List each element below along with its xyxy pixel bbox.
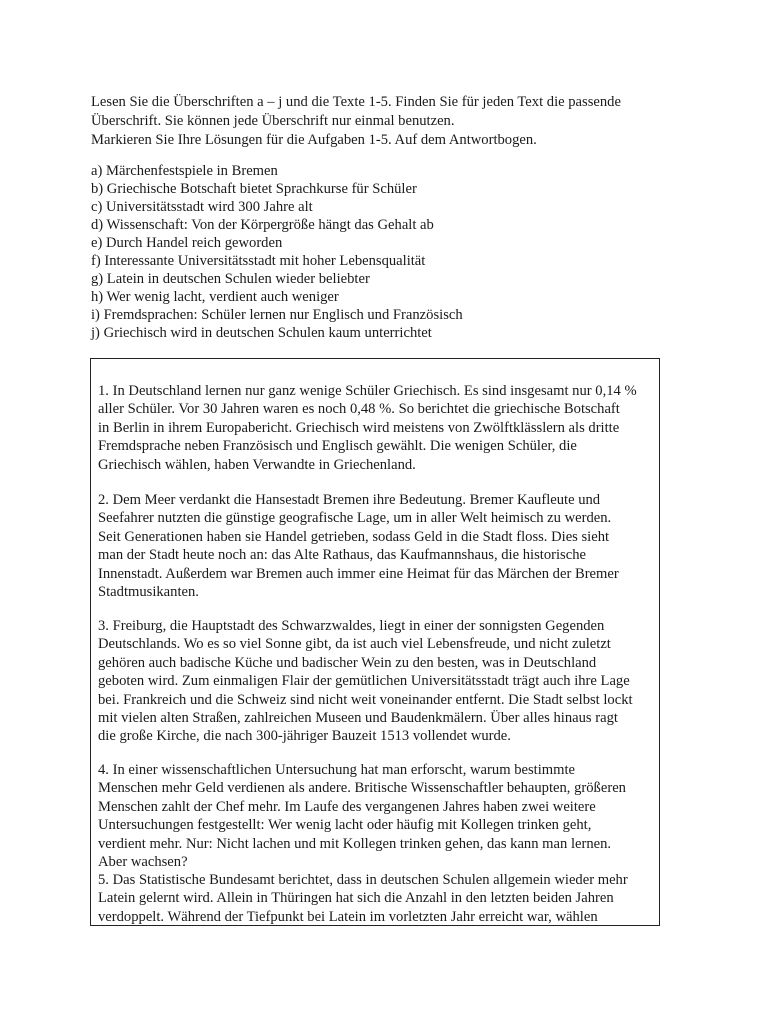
text-line: Deutschlands. Wo es so viel Sonne gibt, da ist auch viel Lebensfreude, und nicht zuletzt [98,636,611,653]
text-line: Latein gelernt wird. Allein in Thüringen hat sich die Anzahl in den letzten beiden Jahren [98,890,614,907]
text-line: bei. Frankreich und die Schweiz sind nicht weit voneinander entfernt. Die Stadt selbst lockt [98,691,633,708]
text-line: Stadtmusikanten. [98,584,199,601]
text-line: gehören auch badische Küche und badischer Wein zu den besten, was in Deutschland [98,654,597,671]
text-line: 4. In einer wissenschaftlichen Untersuchung hat man erforscht, warum bestimmte [98,762,575,778]
heading-j: j) Griechisch wird in deutschen Schulen kaum unterrichtet [91,325,432,341]
text-line: mit vielen alten Straßen, zahlreichen Museen und Baudenkmälern. Über alles hinaus ragt [98,710,618,727]
text-line: Menschen mehr Geld verdienen als andere. Britische Wissenschaftler behaupten, größeren [98,780,626,797]
text-line: 2. Dem Meer verdankt die Hansestadt Bremen ihre Bedeutung. Bremer Kaufleute und [98,492,601,508]
headings-list [91,162,691,342]
text-line: geboten wird. Zum einmaligen Flair der gemütlichen Universitätsstadt trägt auch ihre Lage [98,673,630,690]
text-line: aller Schüler. Vor 30 Jahren waren es noch 0,48 %. So berichtet die griechische Botschaft [98,401,620,418]
task-instructions [91,93,691,150]
text-line: Seefahrer nutzten die günstige geografische Lage, um in aller Welt heimisch zu werden. [98,510,612,527]
text-line: Griechisch wählen, haben Verwandte in Griechenland. [98,456,416,473]
text-line: verdoppelt. Während der Tiefpunkt bei Latein im vorletzten Jahr erreicht war, wählen [98,908,598,925]
text-line: Innenstadt. Außerdem war Bremen auch immer eine Heimat für das Märchen der Bremer [98,565,619,582]
text-line: 5. Das Statistische Bundesamt berichtet, dass in deutschen Schulen allgemein wieder mehr [98,872,628,888]
heading-i: i) Fremdsprachen: Schüler lernen nur Englisch und Französisch [91,307,463,323]
text-line: Menschen zahlt der Chef mehr. Im Laufe des vergangenen Jahres haben zwei weitere [98,798,596,815]
text-2 [98,491,658,601]
text-line: Fremdsprache neben Französisch und Englisch gewählt. Die wenigen Schüler, die [98,438,577,455]
text-4 [98,761,658,871]
texts-box [90,358,660,926]
heading-d: d) Wissenschaft: Von der Körpergröße hängt das Gehalt ab [91,217,434,233]
instruction-line: Lesen Sie die Überschriften a – j und die Texte 1-5. Finden Sie für jeden Text die passende [91,94,621,110]
heading-e: e) Durch Handel reich geworden [91,235,283,251]
text-line: Aber wachsen? [98,854,188,871]
heading-h: h) Wer wenig lacht, verdient auch weniger [91,289,339,305]
text-line: Untersuchungen festgestellt: Wer wenig lacht oder häufig mit Kollegen trinken geht, [98,817,592,834]
heading-a: a) Märchenfestspiele in Bremen [91,163,278,179]
text-line: 1. In Deutschland lernen nur ganz wenige Schüler Griechisch. Es sind insgesamt nur 0,14 % [98,383,637,399]
text-line: man der Stadt heute noch an: das Alte Rathaus, das Kaufmannshaus, die historische [98,547,586,564]
text-line: Seit Generationen haben sie Handel getrieben, sodass Geld in die Stadt floss. Dies sieht [98,528,610,545]
heading-c: c) Universitätsstadt wird 300 Jahre alt [91,199,313,215]
text-3 [98,617,658,746]
text-1 [98,382,658,474]
heading-b: b) Griechische Botschaft bietet Sprachkurse für Schüler [91,181,417,197]
heading-f: f) Interessante Universitätsstadt mit hoher Lebensqualität [91,253,426,269]
heading-g: g) Latein in deutschen Schulen wieder beliebter [91,271,370,287]
text-line: die große Kirche, die nach 300-jähriger Bauzeit 1513 vollendet wurde. [98,728,511,745]
instruction-line: Markieren Sie Ihre Lösungen für die Aufgaben 1-5. Auf dem Antwortbogen. [91,132,537,148]
text-line: verdient mehr. Nur: Nicht lachen und mit Kollegen trinken gehen, das kann man lernen. [98,835,612,852]
instruction-line: Überschrift. Sie können jede Überschrift nur einmal benutzen. [91,113,455,129]
text-line: 3. Freiburg, die Hauptstadt des Schwarzwaldes, liegt in einer der sonnigsten Gegenden [98,618,605,634]
text-line: in Berlin in ihrem Europabericht. Griechisch wird meistens von Zwölftklässlern als dritte [98,419,620,436]
text-5 [98,871,658,926]
